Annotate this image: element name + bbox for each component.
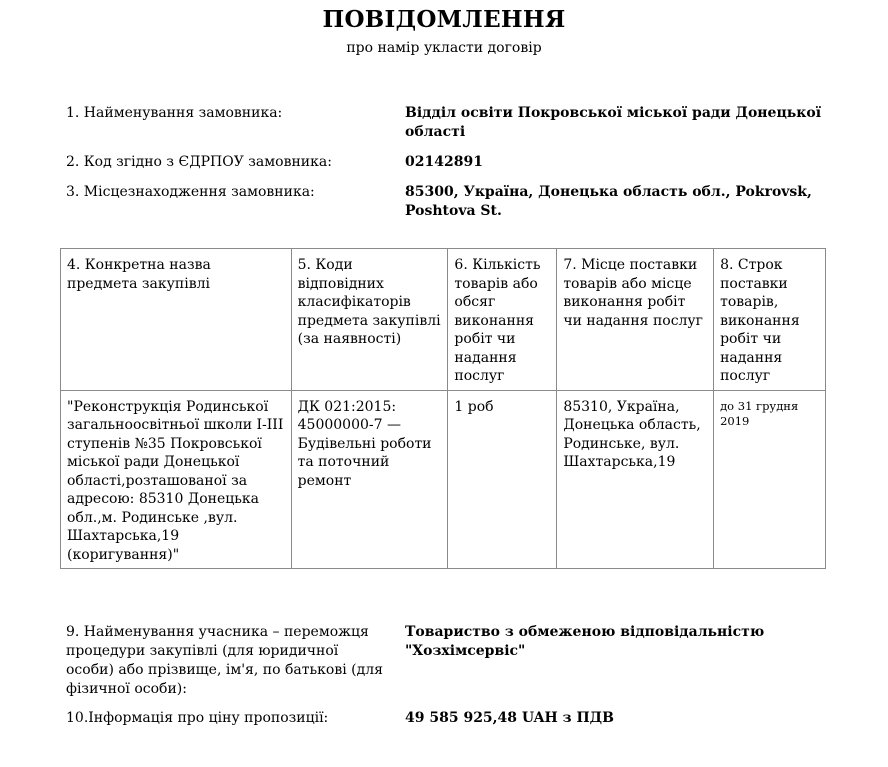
location-label: 3. Місцезнаходження замовника: (66, 184, 315, 200)
winner-label: 9. Найменування учасника – переможця процедури закупівлі (для юридичної особи) або прізвище, ім'я, по батькові (для фізичної особи): (66, 624, 383, 697)
procurement-table (60, 248, 826, 569)
header-term: 8. Строк поставки товарів, виконання робіт чи надання послуг (714, 249, 826, 391)
edrpou-label: 2. Код згідно з ЄДРПОУ замовника: (66, 154, 332, 170)
cell-subject: "Реконструкція Родинської загальноосвітньої школи І-ІІІ ступенів №35 Покровської міської ради Донецької області,розташованої за адресою: 85310 Донецька обл.,м. Родинське ,вул. Шахтарська,19 (коригування)" (61, 390, 292, 569)
customer-name-label: 1. Найменування замовника: (66, 105, 283, 121)
customer-name-value: Відділ освіти Покровської міської ради Донецької області (405, 105, 822, 140)
table-row (61, 390, 826, 569)
header-codes: 5. Коди відповідних класифікаторів предмета закупівлі (за наявності) (291, 249, 448, 391)
table-header-row (61, 249, 826, 391)
document-title: ПОВІДОМЛЕННЯ (322, 6, 566, 33)
location-value: 85300, Україна, Донецька область обл., Pokrovsk, Poshtova St. (405, 184, 812, 219)
document-subtitle: про намір укласти договір (346, 40, 542, 56)
header-place: 7. Місце поставки товарів або місце виконання робіт чи надання послуг (557, 249, 714, 391)
cell-term: до 31 грудня 2019 (714, 390, 826, 569)
cell-place: 85310, Україна, Донецька область, Родинське, вул. Шахтарська,19 (557, 390, 714, 569)
winner-value: Товариство з обмеженою відповідальністю "Хозхімсервіс" (405, 624, 765, 659)
price-label: 10.Інформація про ціну пропозиції: (66, 710, 329, 726)
cell-codes: ДК 021:2015: 45000000-7 — Будівельні роботи та поточний ремонт (291, 390, 448, 569)
edrpou-value: 02142891 (405, 154, 483, 170)
price-value: 49 585 925,48 UAH з ПДВ (405, 710, 614, 726)
header-quantity: 6. Кількість товарів або обсяг виконання робіт чи надання послуг (448, 249, 557, 391)
header-subject: 4. Конкретна назва предмета закупівлі (61, 249, 292, 391)
cell-quantity: 1 роб (448, 390, 557, 569)
